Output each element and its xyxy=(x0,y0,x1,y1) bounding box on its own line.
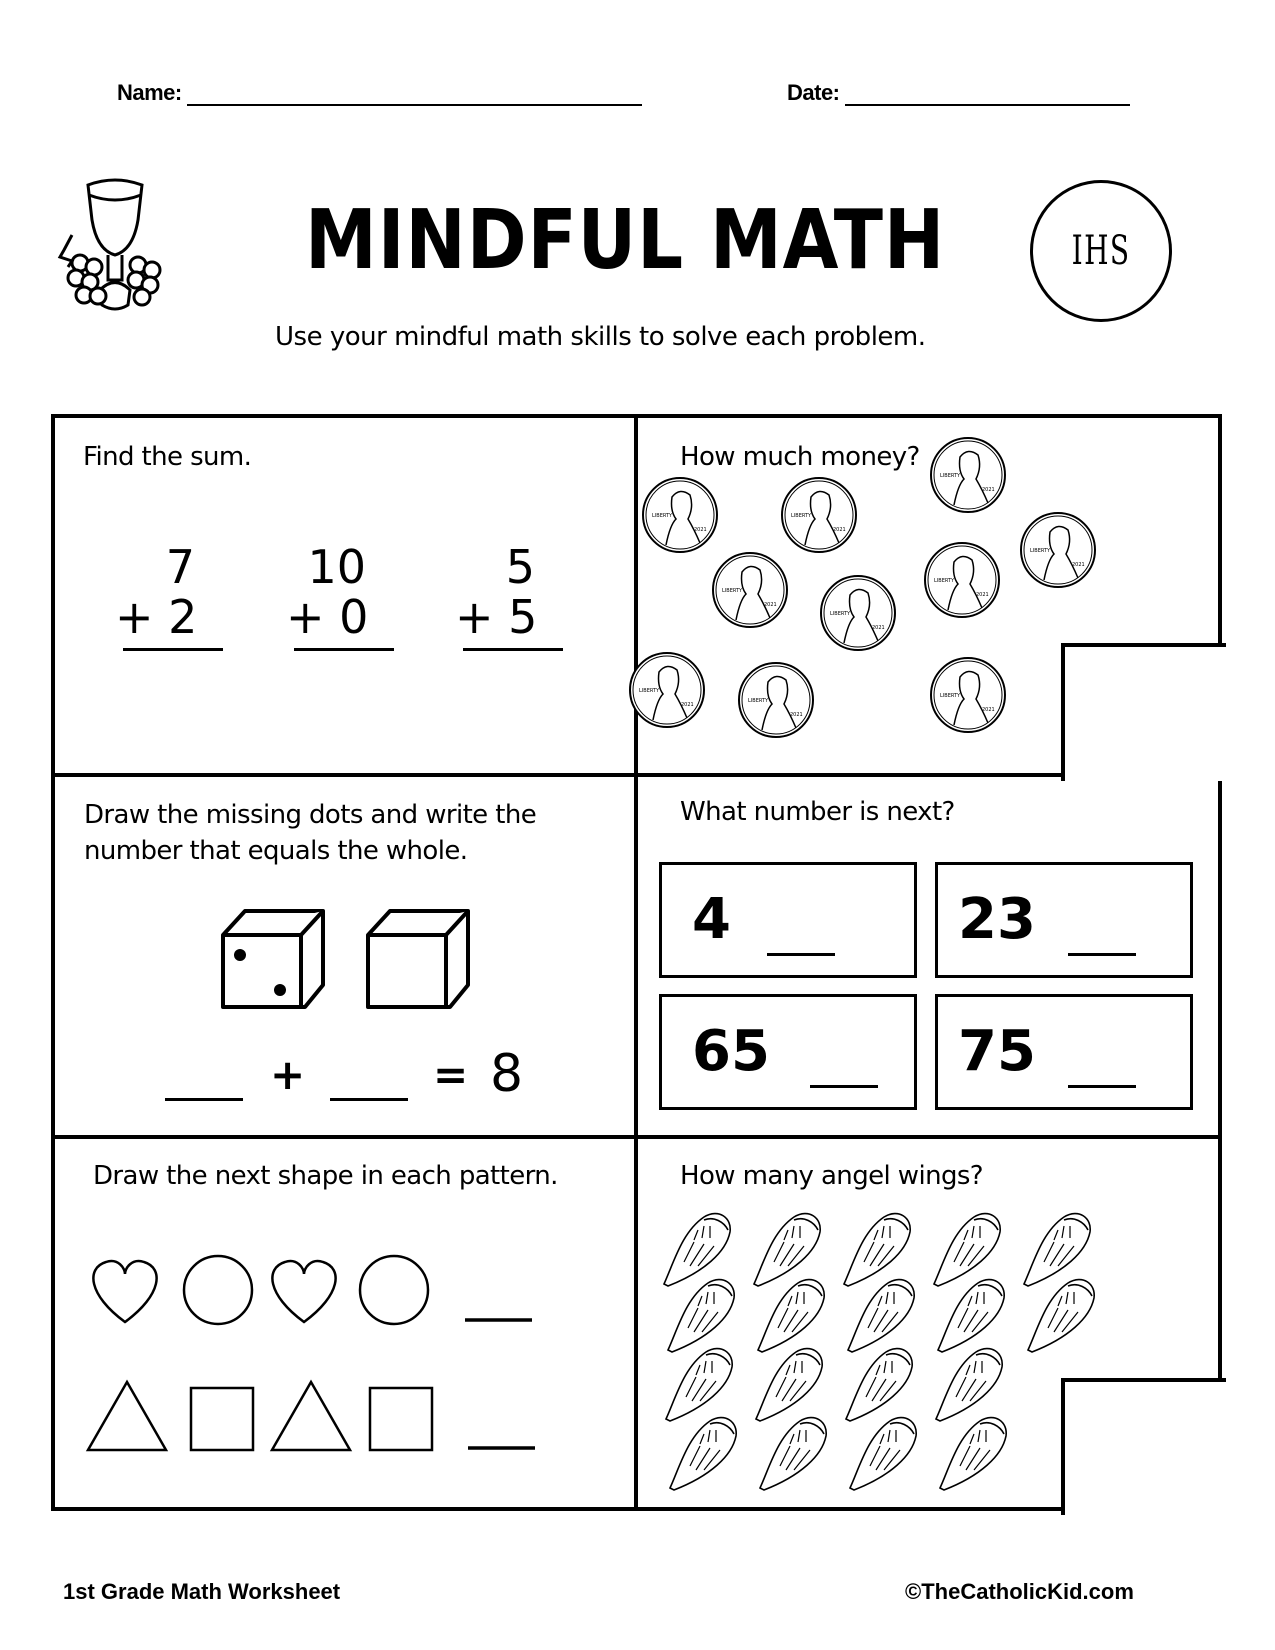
sequence-answer-blank[interactable] xyxy=(810,1085,878,1088)
penny-icon xyxy=(630,653,704,727)
penny-icon xyxy=(739,663,813,737)
money-answer-box[interactable] xyxy=(1061,643,1226,781)
penny-icon xyxy=(782,478,856,552)
next-number-prompt: What number is next? xyxy=(680,797,955,827)
date-label: Date: xyxy=(787,80,840,105)
sum-3-answer-line[interactable] xyxy=(463,648,563,651)
sequence-box-4 xyxy=(935,994,1193,1110)
square-icon xyxy=(370,1388,432,1450)
name-label: Name: xyxy=(117,80,182,105)
sum-problem-3 xyxy=(455,540,565,651)
chalice-icon xyxy=(58,175,173,325)
page-title: MINDFUL MATH xyxy=(305,193,946,288)
triangle-icon xyxy=(272,1382,350,1450)
sequence-number: 4 xyxy=(692,887,731,952)
wings-answer-box[interactable] xyxy=(1061,1378,1226,1515)
dots-prompt-line2: number that equals the whole. xyxy=(84,836,468,866)
instructions: Use your mindful math skills to solve each problem. xyxy=(275,322,926,352)
sequence-answer-blank[interactable] xyxy=(767,953,835,956)
find-sum-prompt: Find the sum. xyxy=(83,442,252,472)
dots-prompt-line1: Draw the missing dots and write the xyxy=(84,800,537,830)
penny-group: LIBERTY 2021 xyxy=(640,440,1160,770)
sequence-answer-blank[interactable] xyxy=(1068,953,1136,956)
equation-whole: 8 xyxy=(490,1044,524,1104)
equation-equals: = xyxy=(433,1050,469,1099)
penny-icon xyxy=(931,658,1005,732)
penny-icon xyxy=(931,438,1005,512)
sum-1-answer-line[interactable] xyxy=(123,648,223,651)
sequence-number: 65 xyxy=(692,1019,770,1084)
footer-grade-label: 1st Grade Math Worksheet xyxy=(63,1579,341,1604)
penny-icon xyxy=(643,478,717,552)
sum-1-top: 7 xyxy=(165,540,195,594)
date-line[interactable] xyxy=(845,84,1130,106)
square-icon xyxy=(191,1388,253,1450)
ihs-badge xyxy=(1030,180,1172,322)
grid-divider-vertical xyxy=(634,414,638,1511)
sum-2-bottom: + 0 xyxy=(286,590,369,644)
penny-icon xyxy=(1021,513,1095,587)
die-with-two-dots xyxy=(215,905,330,1019)
sum-1-bottom: + 2 xyxy=(115,590,198,644)
penny-icon xyxy=(925,543,999,617)
sequence-number: 23 xyxy=(958,887,1036,952)
money-prompt: How much money? xyxy=(680,442,920,472)
pattern-row-1 xyxy=(88,1250,548,1334)
sum-problem-1 xyxy=(115,540,225,651)
penny-icon xyxy=(821,576,895,650)
equation-blank-1[interactable] xyxy=(165,1098,243,1101)
penny-icon xyxy=(713,553,787,627)
ihs-text: IHS xyxy=(1071,228,1131,274)
sum-2-answer-line[interactable] xyxy=(294,648,394,651)
sum-2-top: 10 xyxy=(307,540,366,594)
equation-plus: + xyxy=(270,1050,306,1099)
grid-divider-row2 xyxy=(51,1135,1222,1139)
grid-divider-row1 xyxy=(51,773,1222,777)
sequence-number: 75 xyxy=(958,1019,1036,1084)
equation-blank-2[interactable] xyxy=(330,1098,408,1101)
angel-wing-group xyxy=(660,1210,1100,1500)
circle-icon xyxy=(360,1256,428,1324)
angel-wings-prompt: How many angel wings? xyxy=(680,1161,983,1191)
sequence-box-1 xyxy=(659,862,917,978)
sequence-answer-blank[interactable] xyxy=(1068,1085,1136,1088)
pattern-row-2 xyxy=(88,1378,548,1462)
date-field[interactable] xyxy=(787,80,1130,106)
name-field[interactable] xyxy=(117,80,642,106)
sum-problem-2 xyxy=(286,540,396,651)
pattern-prompt: Draw the next shape in each pattern. xyxy=(93,1161,558,1191)
heart-icon xyxy=(272,1261,335,1322)
dots-equation xyxy=(165,1044,565,1110)
footer-copyright: ©TheCatholicKid.com xyxy=(905,1579,1134,1604)
dots-prompt xyxy=(84,797,536,869)
sequence-box-3 xyxy=(659,994,917,1110)
triangle-icon xyxy=(88,1382,166,1450)
sum-3-top: 5 xyxy=(505,540,535,594)
name-line[interactable] xyxy=(187,84,642,106)
sequence-box-2 xyxy=(935,862,1193,978)
heart-icon xyxy=(93,1261,156,1322)
sum-3-bottom: + 5 xyxy=(455,590,538,644)
circle-icon xyxy=(184,1256,252,1324)
die-blank[interactable] xyxy=(360,905,475,1019)
